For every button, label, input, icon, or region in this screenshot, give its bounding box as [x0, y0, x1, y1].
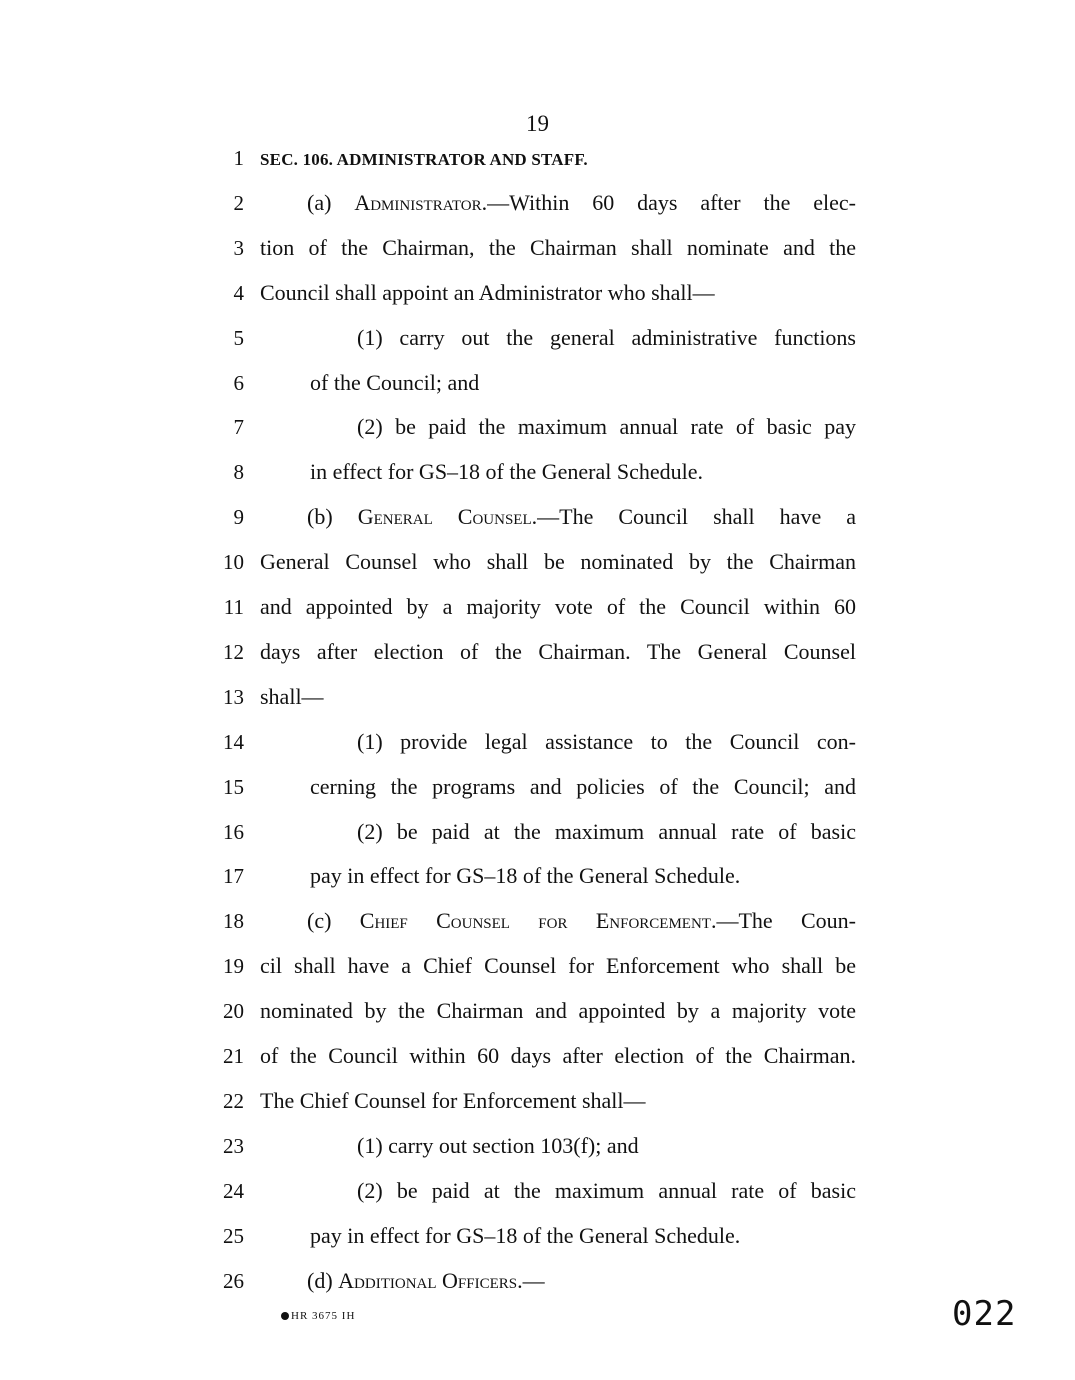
text-segment: in effect for GS–18 of the General Schedule. — [310, 459, 704, 485]
line-number: 4 — [233, 280, 244, 305]
text-segment: (2) be paid at the maximum annual rate of basic — [357, 818, 856, 844]
line-text — [357, 817, 856, 847]
text-segment: .—The Coun- — [710, 908, 857, 934]
line-text — [260, 233, 856, 263]
line-number: 1 — [233, 146, 244, 170]
text-segment: (a) — [307, 189, 355, 215]
text-segment: .—The Council shall have a — [531, 504, 857, 530]
line-number: 7 — [233, 415, 244, 440]
line-text — [260, 143, 856, 175]
text-line — [0, 412, 1075, 442]
bill-code — [281, 1310, 355, 1322]
text-segment: (b) — [307, 504, 358, 530]
line-number: 23 — [223, 1133, 244, 1158]
line-number: 9 — [233, 505, 244, 530]
text-segment: of the Council; and — [310, 369, 480, 395]
document-stamp: 022 — [952, 1294, 1017, 1334]
page-number: 19 — [526, 111, 549, 136]
text-segment: cil shall have a Chief Counsel for Enforcement who shall be — [260, 953, 856, 979]
line-number: 19 — [223, 954, 244, 979]
text-line — [0, 996, 1075, 1026]
text-line — [0, 637, 1075, 667]
line-number: 3 — [233, 235, 244, 260]
text-line — [0, 368, 1075, 398]
line-text — [310, 457, 856, 487]
text-line — [0, 682, 1075, 712]
line-text — [260, 637, 856, 667]
text-line — [0, 1131, 1075, 1161]
line-text — [310, 368, 856, 398]
line-text — [307, 906, 856, 936]
line-text — [260, 1086, 856, 1116]
text-line — [0, 188, 1075, 218]
text-segment: (1) carry out the general administrative functions — [357, 324, 856, 350]
line-number: 14 — [223, 729, 244, 754]
text-line — [0, 457, 1075, 487]
text-line — [0, 278, 1075, 308]
line-text — [260, 278, 856, 308]
text-segment: nominated by the Chairman and appointed by a majority vote — [260, 998, 856, 1024]
line-text — [260, 996, 856, 1026]
text-line — [0, 906, 1075, 936]
text-segment: (1) provide legal assistance to the Council con- — [357, 728, 856, 754]
text-line — [0, 1041, 1075, 1071]
text-segment: pay in effect for GS–18 of the General Schedule. — [310, 863, 741, 889]
text-line — [0, 502, 1075, 532]
line-text — [310, 861, 856, 891]
text-line — [0, 547, 1075, 577]
line-number: 24 — [223, 1178, 244, 1203]
text-segment: (2) be paid at the maximum annual rate of basic — [357, 1177, 856, 1203]
text-segment: .—Within 60 days after the elec- — [481, 189, 856, 215]
line-number: 5 — [233, 325, 244, 350]
line-text — [310, 772, 856, 802]
text-segment: (2) be paid the maximum annual rate of basic pay — [357, 414, 856, 440]
line-text — [357, 1131, 856, 1161]
text-segment: Council shall appoint an Administrator who shall— — [260, 279, 715, 305]
line-text — [307, 502, 856, 532]
subsection-heading: Additional Officers — [338, 1267, 518, 1293]
text-segment: of the Council within 60 days after election of the Chairman. — [260, 1043, 856, 1068]
line-text — [357, 727, 856, 757]
line-text — [310, 1221, 856, 1251]
text-segment: shall— — [260, 683, 324, 709]
line-number: 22 — [223, 1088, 244, 1113]
text-line — [0, 143, 1075, 173]
text-line — [0, 1086, 1075, 1116]
line-number: 11 — [223, 595, 244, 619]
line-number: 2 — [233, 190, 244, 215]
text-line — [0, 861, 1075, 891]
text-line — [0, 323, 1075, 353]
line-text — [357, 412, 856, 442]
subsection-heading: Administrator — [354, 189, 482, 215]
subsection-heading: General Counsel — [357, 504, 532, 530]
line-text — [260, 951, 856, 981]
line-number: 21 — [223, 1044, 244, 1068]
line-text — [307, 1266, 856, 1296]
text-segment: and appointed by a majority vote of the Council within 60 — [260, 594, 856, 619]
text-segment: (d) — [307, 1267, 339, 1293]
line-text — [260, 547, 856, 577]
text-segment: pay in effect for GS–18 of the General Schedule. — [310, 1222, 741, 1248]
text-segment: cerning the programs and policies of the Council; and — [310, 773, 856, 799]
line-number: 26 — [223, 1268, 244, 1293]
text-segment: (c) — [307, 908, 360, 934]
line-number: 17 — [223, 864, 244, 889]
text-line — [0, 951, 1075, 981]
line-text — [307, 188, 856, 218]
line-number: 20 — [223, 999, 244, 1024]
text-segment: General Counsel who shall be nominated by the Chairman — [260, 549, 856, 575]
line-text — [260, 682, 856, 712]
text-segment: days after election of the Chairman. The General Counsel — [260, 638, 856, 664]
line-number: 18 — [223, 909, 244, 934]
line-number: 13 — [223, 684, 244, 709]
text-line — [0, 727, 1075, 757]
text-line — [0, 1266, 1075, 1296]
line-number: 8 — [233, 460, 244, 485]
line-number: 6 — [233, 370, 244, 395]
text-line — [0, 817, 1075, 847]
line-text — [357, 1176, 856, 1206]
section-heading: SEC. 106. ADMINISTRATOR AND STAFF. — [260, 150, 588, 169]
line-number: 16 — [223, 819, 244, 844]
text-segment: (1) carry out section 103(f); and — [357, 1132, 639, 1158]
text-segment: tion of the Chairman, the Chairman shall nominate and the — [260, 234, 856, 260]
text-segment: .— — [517, 1267, 545, 1293]
line-number: 10 — [223, 550, 244, 575]
text-line — [0, 1221, 1075, 1251]
line-text — [357, 323, 856, 353]
bullet-dot — [281, 1312, 289, 1320]
text-line — [0, 1176, 1075, 1206]
line-number: 25 — [223, 1223, 244, 1248]
bill-code-text: HR 3675 IH — [291, 1310, 356, 1322]
line-text — [260, 592, 856, 622]
line-number: 12 — [223, 639, 244, 664]
text-line — [0, 772, 1075, 802]
line-text — [260, 1041, 856, 1071]
subsection-heading: Chief Counsel for Enforcement — [359, 908, 711, 934]
text-line — [0, 233, 1075, 263]
line-number: 15 — [223, 774, 244, 799]
text-line — [0, 592, 1075, 622]
text-segment: The Chief Counsel for Enforcement shall— — [260, 1087, 646, 1113]
